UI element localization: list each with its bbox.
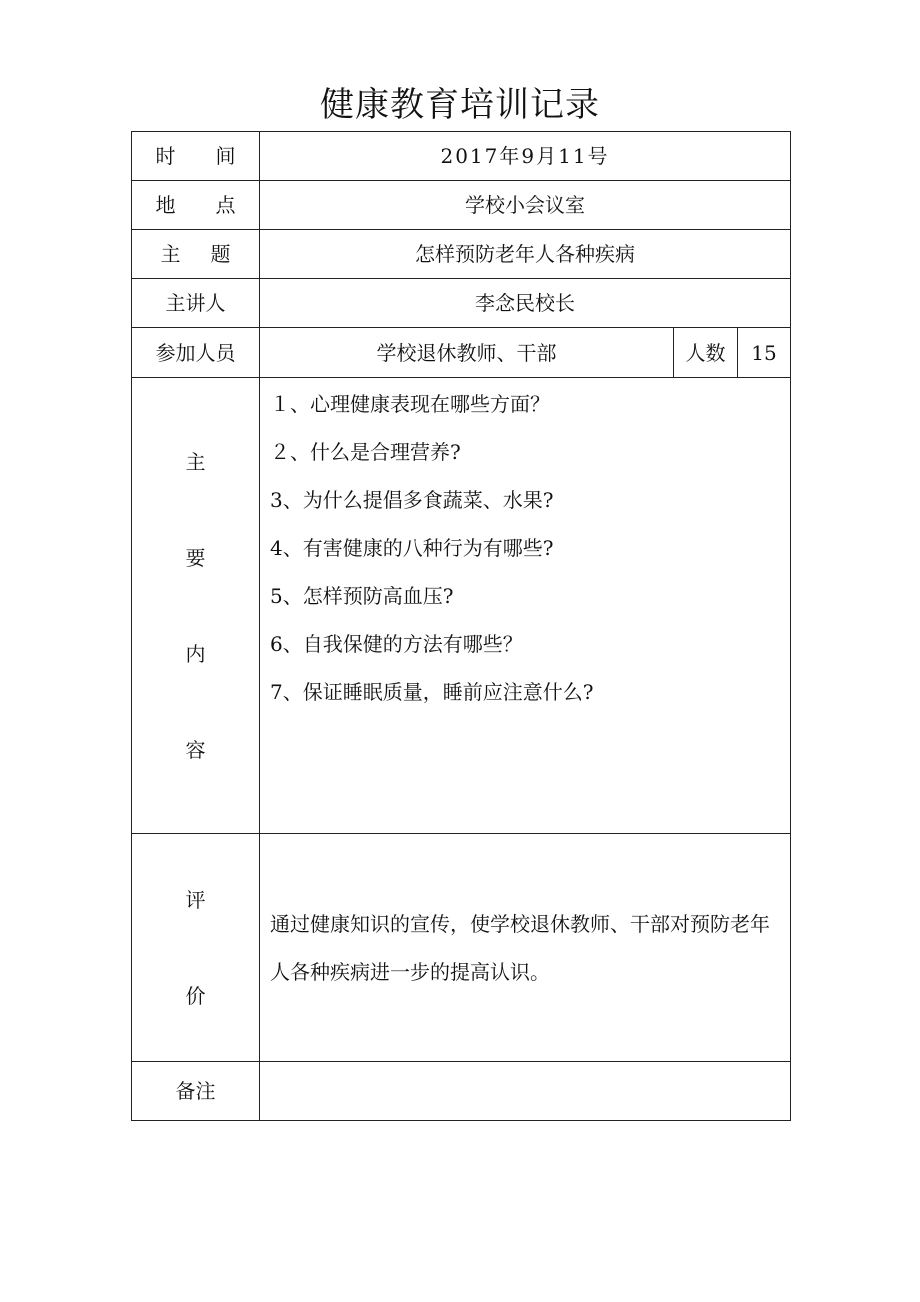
speaker-label: 主讲人 — [165, 291, 226, 315]
remarks-label-cell — [132, 1062, 260, 1121]
content-item: １、心理健康表现在哪些方面？ — [270, 392, 550, 416]
content-item: ２、什么是合理营养? — [270, 440, 461, 464]
content-item: 6、自我保健的方法有哪些？ — [270, 632, 523, 656]
evaluation-label — [132, 834, 259, 1032]
evaluation-label-char: 评 — [185, 888, 206, 912]
topic-value-cell — [260, 230, 791, 279]
main-content-label — [132, 378, 259, 786]
count-label-cell — [674, 328, 738, 378]
evaluation-cell — [260, 834, 791, 1062]
content-item: 3、为什么提倡多食蔬菜、水果? — [270, 488, 554, 512]
training-record-table — [131, 131, 791, 1121]
document-title: 健康教育培训记录 — [320, 85, 600, 125]
main-content-row — [132, 378, 791, 834]
speaker-label-cell — [132, 279, 260, 328]
place-label-cell — [132, 181, 276, 230]
main-content-label-char: 容 — [185, 738, 206, 762]
main-content-label-char: 要 — [185, 546, 206, 570]
place-row — [132, 181, 791, 230]
content-item: 4、有害健康的八种行为有哪些? — [270, 536, 554, 560]
main-content-label-char: 内 — [185, 642, 206, 666]
place-label: 地点 — [155, 193, 276, 217]
evaluation-text: 通过健康知识的宣传，使学校退休教师、干部对预防老年人各种疾病进一步的提高认识。 — [270, 912, 770, 984]
remarks-row — [132, 1062, 791, 1121]
evaluation-label-cell — [132, 834, 260, 1062]
place-value: 学校小会议室 — [465, 193, 585, 217]
participants-label-cell — [132, 328, 260, 378]
content-item: 7、保证睡眠质量，睡前应注意什么? — [270, 680, 594, 704]
speaker-value-cell — [260, 279, 791, 328]
speaker-row — [132, 279, 791, 328]
time-label-cell — [132, 132, 276, 181]
main-content-label-char: 主 — [185, 450, 206, 474]
topic-value: 怎样预防老年人各种疾病 — [415, 242, 635, 266]
remarks-value-cell — [260, 1062, 791, 1121]
speaker-value: 李念民校长 — [475, 291, 575, 315]
participants-value-cell — [260, 328, 674, 378]
evaluation-row — [132, 834, 791, 1062]
time-value-cell — [260, 132, 791, 181]
count-label: 人数 — [685, 340, 726, 365]
time-value: 2017年9月11号 — [440, 144, 610, 168]
main-content-cell — [260, 378, 791, 834]
count-value: 15 — [751, 340, 777, 365]
content-item: 5、怎样预防高血压? — [270, 584, 454, 608]
count-value-cell — [738, 328, 791, 378]
topic-row — [132, 230, 791, 279]
participants-row — [132, 328, 791, 378]
participants-value: 学校退休教师、干部 — [376, 340, 557, 365]
main-content-label-cell — [132, 378, 260, 834]
place-value-cell — [260, 181, 791, 230]
content-list — [260, 378, 790, 716]
topic-label: 主题 — [160, 242, 261, 266]
participants-label: 参加人员 — [155, 340, 236, 365]
evaluation-label-char: 价 — [185, 984, 206, 1008]
topic-label-cell — [132, 230, 260, 279]
remarks-label: 备注 — [175, 1079, 216, 1103]
time-label: 时间 — [155, 144, 276, 168]
time-row — [132, 132, 791, 181]
